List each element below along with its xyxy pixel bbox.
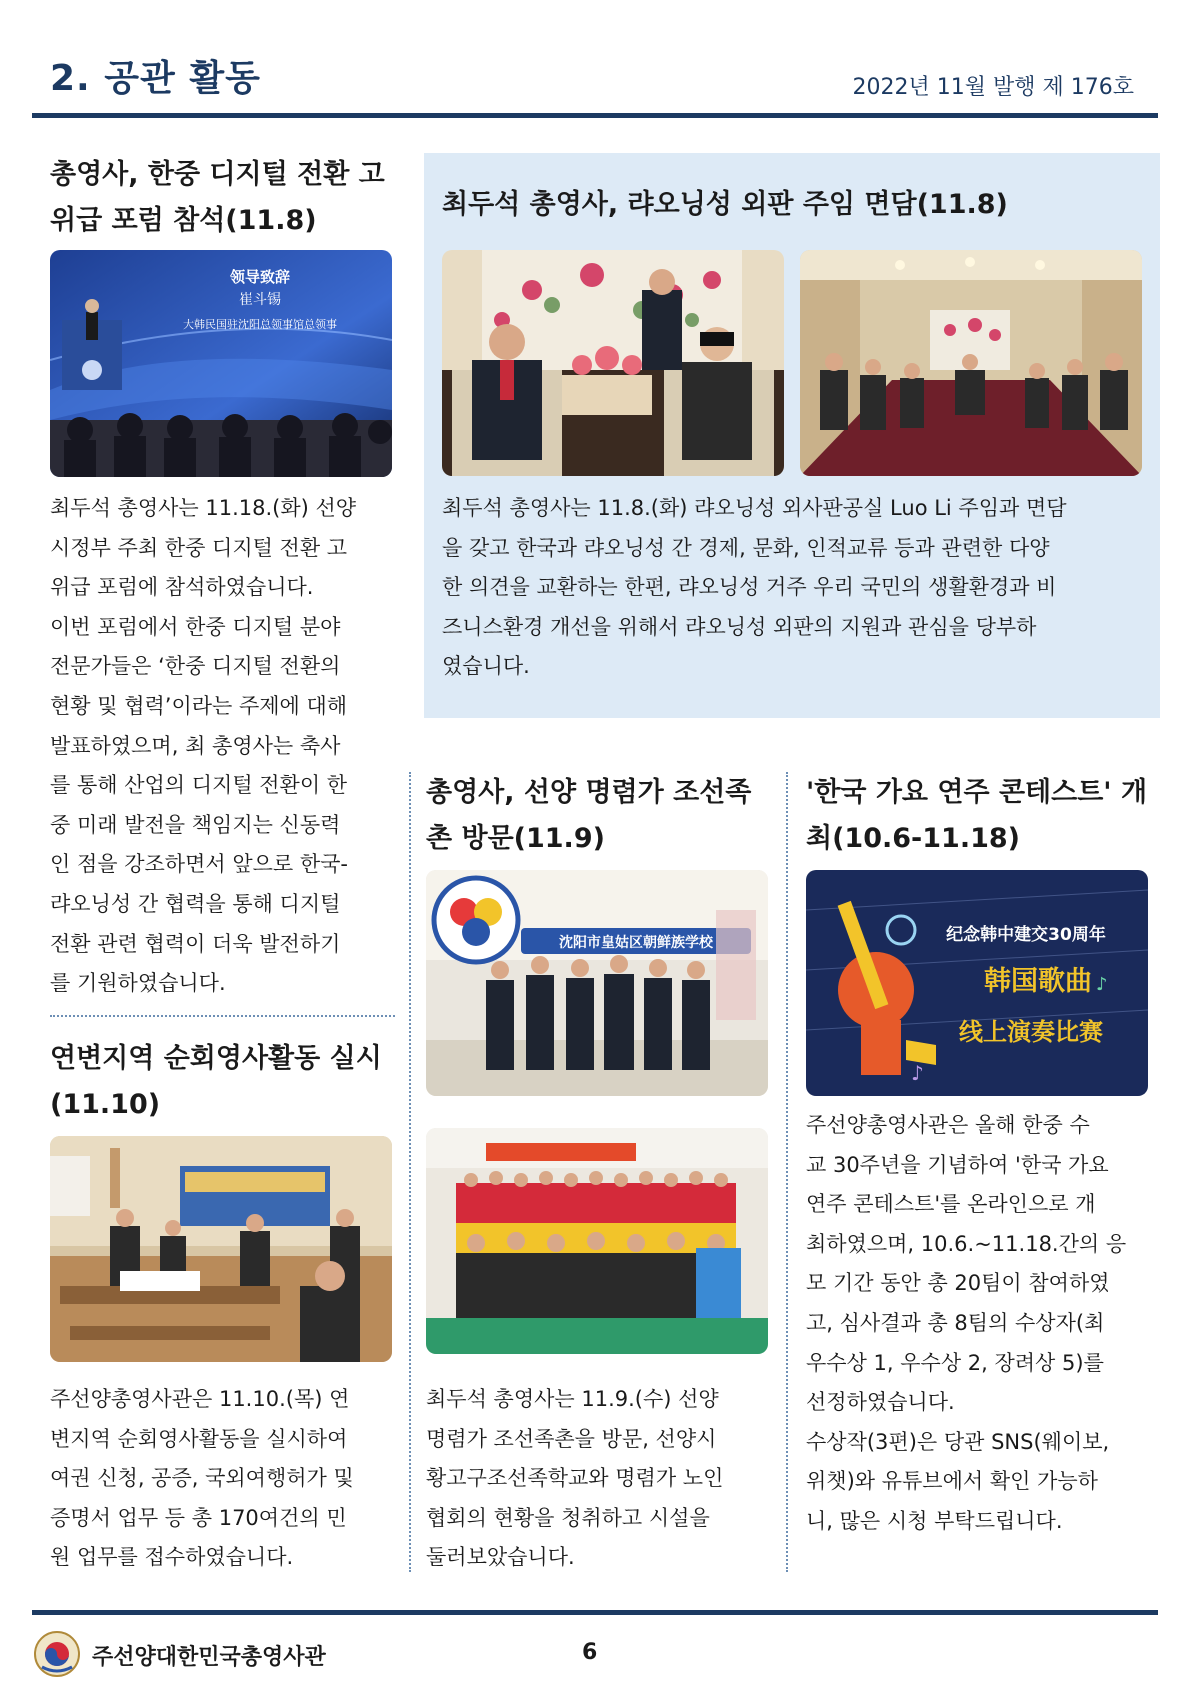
article-contest-body: 주선양총영사관은 올해 한중 수 교 30주년을 기념하여 '한국 가요 연주 콘테스트'를 온라인으로 개 최하였으며, 10.6.~11.18.간의 응 모 기간 동안 총 20팀이 참여하였 고, 심사결과 총 8팀의 수상자(최 우수상 1, 우수상 2, 장려상 5)를 선정하였습니다. 수상작(3편)은 당관 SNS(웨이보, 위챗)와 유튜브에서 확인 가능하 니, 많은 시청 부탁드립니다. xyxy=(806,1113,1127,1533)
header-rule xyxy=(32,113,1158,118)
meeting-photo-room xyxy=(800,250,1142,476)
photo-caption-2: 崔斗锡 xyxy=(239,292,281,308)
article-liaoning-body: 최두석 총영사는 11.8.(화) 랴오닝성 외사판공실 Luo Li 주임과 면담 을 갖고 한국과 랴오닝성 간 경제, 문화, 인적교류 등과 관련한 다양 한 의견을 교환하는 한편, 랴오닝성 거주 우리 국민의 생활환경과 비 즈니스환경 개선을 위해서 랴오닝성 외판의 지원과 관심을 당부하 였습니다. xyxy=(442,496,1067,679)
article-yanbian-title: 연변지역 순회영사활동 실시 (11.10) xyxy=(50,1043,382,1120)
article-village-title: 총영사, 선양 명렴가 조선족 촌 방문(11.9) xyxy=(426,777,752,854)
poster-line-1: 纪念韩中建交30周年 xyxy=(946,925,1106,945)
section-title: 2. 공관 활동 xyxy=(50,58,261,99)
school-visit-photo xyxy=(426,870,768,1096)
elderly-association-photo xyxy=(426,1128,768,1354)
poster-line-3: 线上演奏比赛 xyxy=(959,1018,1103,1046)
consulate-seal-icon xyxy=(34,1631,80,1677)
contest-poster xyxy=(806,870,1148,1096)
music-note-icon: ♪ xyxy=(911,1061,924,1085)
page-number: 6 xyxy=(582,1640,598,1665)
column-divider-right xyxy=(786,772,788,1572)
school-sign: 沈阳市皇姑区朝鲜族学校 xyxy=(559,935,713,951)
music-note-icon: ♪ xyxy=(1096,974,1108,995)
footer-rule xyxy=(32,1610,1158,1615)
forum-speech-photo xyxy=(50,250,392,477)
article-digital-title: 총영사, 한중 디지털 전환 고 위급 포럼 참석(11.8) xyxy=(50,159,385,236)
column-divider-left xyxy=(409,772,411,1572)
footer-org-name: 주선양대한민국총영사관 xyxy=(92,1645,326,1670)
article-contest-title: '한국 가요 연주 콘테스트' 개 최(10.6-11.18) xyxy=(806,777,1148,854)
column-divider xyxy=(50,1015,395,1017)
article-yanbian-body: 주선양총영사관은 11.10.(목) 연 변지역 순회영사활동을 실시하여 여권 신청, 공증, 국외여행허가 및 증명서 업무 등 총 170여건의 민 원 업무를 접수하였습니다. xyxy=(50,1387,354,1570)
article-liaoning-title: 최두석 총영사, 랴오닝성 외판 주임 면담(11.8) xyxy=(442,189,1008,220)
poster-line-2: 韩国歌曲 xyxy=(984,966,1092,997)
article-digital-body: 최두석 총영사는 11.18.(화) 선양 시정부 주최 한중 디지털 전환 고 위급 포럼에 참석하였습니다. 이번 포럼에서 한중 디지털 분야 전문가들은 ‘한중 디지털 전환의 현황 및 협력’이라는 주제에 대해 발표하였으며, 최 총영사는 축사 를 통해 산업의 디지털 전환이 한 중 미래 발전을 책임지는 신동력 인 점을 강조하면서 앞으로 한국- 랴오닝성 간 협력을 통해 디지털 전환 관련 협력이 더욱 발전하기 를 기원하였습니다. xyxy=(50,496,357,996)
issue-number: 2022년 11월 발행 제 176호 xyxy=(852,75,1134,100)
consular-service-photo xyxy=(50,1136,392,1362)
photo-caption-3: 大韩民国驻沈阳总领事馆总领事 xyxy=(183,318,337,331)
article-village-body: 최두석 총영사는 11.9.(수) 선양 명렴가 조선족촌을 방문, 선양시 황고구조선족학교와 명렴가 노인 협회의 현황을 청취하고 시설을 둘러보았습니다. xyxy=(426,1387,724,1570)
photo-caption-1: 领导致辞 xyxy=(229,268,291,286)
meeting-photo-closeup xyxy=(442,250,784,476)
